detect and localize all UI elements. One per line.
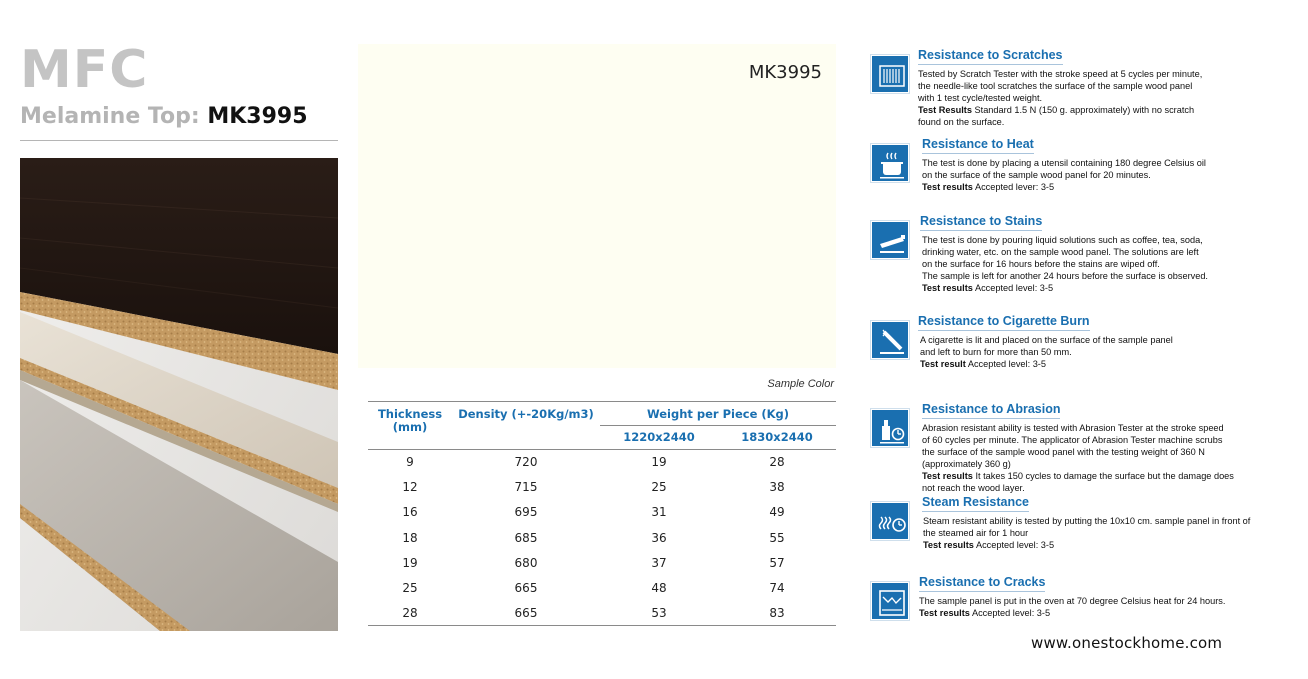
description-line: on the surface for 16 hours before the stains are wiped off. — [922, 259, 1160, 269]
table-cell: 18 — [402, 530, 418, 545]
table-row — [368, 550, 836, 575]
sample-color-caption: Sample Color — [767, 378, 834, 390]
test-result — [919, 607, 1259, 619]
table-cell: 19 — [402, 555, 418, 570]
test-title: Resistance to Scratches — [918, 48, 1063, 65]
col-thickness-header: Thickness (mm) — [368, 402, 452, 450]
table-row — [368, 500, 836, 525]
table-cell: 28 — [769, 455, 785, 470]
table-cell: 12 — [402, 480, 418, 495]
table-cell: 37 — [651, 555, 667, 570]
table-cell: 49 — [769, 505, 785, 520]
test-result — [920, 358, 1260, 370]
table-cell: 25 — [402, 581, 418, 596]
result-label: Test results — [922, 471, 973, 481]
result-extra: found on the surface. — [918, 117, 1005, 127]
col-density-header: Density (+-20Kg/m3) — [452, 402, 600, 450]
test-title: Resistance to Cigarette Burn — [918, 314, 1090, 331]
subtitle-label: Melamine Top: — [20, 104, 200, 129]
test-title: Resistance to Abrasion — [922, 402, 1060, 419]
test-title: Resistance to Cracks — [919, 575, 1045, 592]
test-description — [922, 422, 1262, 494]
table-cell: 57 — [769, 555, 785, 570]
table-cell: 31 — [651, 505, 667, 520]
table-row — [368, 525, 836, 550]
cigarette-icon — [872, 322, 908, 358]
subtitle-code: MK3995 — [207, 104, 308, 129]
test-description — [923, 515, 1263, 551]
test-title: Steam Resistance — [922, 495, 1029, 512]
test-result — [922, 282, 1262, 294]
table-cell: 55 — [769, 530, 785, 545]
brand-header — [20, 40, 340, 141]
description-line: The sample panel is put in the oven at 70 degree Celsius heat for 24 hours. — [919, 596, 1226, 606]
description-line: Steam resistant ability is tested by putting the 10x10 cm. sample panel in front of — [923, 516, 1251, 526]
spec-table — [368, 401, 836, 626]
result-text: Standard 1.5 N (150 g. approximately) with no scratch — [974, 105, 1195, 115]
description-line: The test is done by pouring liquid solutions such as coffee, tea, soda, — [922, 235, 1203, 245]
table-row — [368, 475, 836, 500]
swatch-code: MK3995 — [748, 62, 822, 83]
description-line: Abrasion resistant ability is tested with Abrasion Tester at the stroke speed — [922, 423, 1224, 433]
test-description — [919, 595, 1259, 619]
hot-pot-icon — [872, 145, 908, 181]
oven-crack-icon — [872, 583, 908, 619]
description-line: with 1 test cycle/tested weight. — [918, 93, 1043, 103]
result-text: Accepted level: 3-5 — [975, 540, 1055, 550]
table-cell: 36 — [651, 530, 667, 545]
table-cell: 715 — [514, 480, 538, 495]
scratch-tester-icon — [872, 56, 908, 92]
stain-tube-icon — [872, 222, 908, 258]
result-text: It takes 150 cycles to damage the surface but the damage does — [975, 471, 1234, 481]
test-result — [922, 470, 1262, 482]
abrasion-tester-icon — [872, 410, 908, 446]
description-line: the needle-like tool scratches the surface of the sample wood panel — [918, 81, 1193, 91]
col-weight-1220-header: 1220x2440 — [600, 426, 718, 450]
col-weight-1830-header: 1830x2440 — [718, 426, 836, 450]
header-divider — [20, 140, 338, 141]
table-cell: 25 — [651, 480, 667, 495]
table-cell: 665 — [452, 601, 600, 626]
table-row — [368, 575, 836, 600]
result-label: Test results — [919, 608, 970, 618]
test-result — [918, 104, 1258, 116]
test-title: Resistance to Heat — [922, 137, 1034, 154]
result-text: Accepted lever: 3-5 — [974, 182, 1055, 192]
description-line: on the surface of the sample wood panel for 20 minutes. — [922, 170, 1151, 180]
table-cell: 19 — [651, 455, 667, 470]
result-label: Test results — [922, 283, 973, 293]
result-text: Accepted level: 3-5 — [974, 283, 1054, 293]
table-cell: 53 — [600, 601, 718, 626]
table-row — [368, 450, 836, 475]
table-cell: 680 — [514, 555, 538, 570]
table-cell: 9 — [406, 455, 414, 470]
table-cell: 28 — [368, 601, 452, 626]
steam-timer-icon — [872, 503, 908, 539]
brand-subtitle — [20, 100, 340, 134]
description-line: the surface of the sample wood panel with the testing weight of 360 N — [922, 447, 1205, 457]
table-cell: 74 — [769, 581, 785, 596]
table-cell: 16 — [402, 505, 418, 520]
table-cell: 695 — [514, 505, 538, 520]
test-result — [923, 539, 1263, 551]
table-cell: 665 — [514, 581, 538, 596]
table-cell: 83 — [718, 601, 836, 626]
result-label: Test Results — [918, 105, 972, 115]
result-text: Accepted level: 3-5 — [967, 359, 1046, 369]
col-weight-header: Weight per Piece (Kg) — [600, 402, 836, 426]
test-description — [918, 68, 1258, 128]
table-cell: 685 — [514, 530, 538, 545]
description-line: The sample is left for another 24 hours before the surface is observed. — [922, 271, 1208, 281]
test-description — [920, 334, 1260, 370]
description-line: (approximately 360 g) — [922, 459, 1011, 469]
result-extra: not reach the wood layer. — [922, 483, 1025, 493]
test-result — [922, 181, 1262, 193]
description-line: the steamed air for 1 hour — [923, 528, 1029, 538]
result-text: Accepted level: 3-5 — [971, 608, 1051, 618]
description-line: drinking water, etc. on the sample wood panel. The solutions are left — [922, 247, 1199, 257]
website-url[interactable]: www.onestockhome.com — [1031, 634, 1223, 652]
description-line: Tested by Scratch Tester with the stroke speed at 5 cycles per minute, — [918, 69, 1203, 79]
description-line: The test is done by placing a utensil containing 180 degree Celsius oil — [922, 158, 1206, 168]
description-line: and left to burn for more than 50 mm. — [920, 347, 1072, 357]
result-label: Test result — [920, 359, 966, 369]
brand-title: MFC — [20, 40, 149, 100]
result-label: Test results — [922, 182, 973, 192]
test-description — [922, 157, 1262, 193]
description-line: A cigarette is lit and placed on the surface of the sample panel — [920, 335, 1173, 345]
table-cell: 720 — [514, 455, 538, 470]
result-label: Test results — [923, 540, 974, 550]
description-line: of 60 cycles per minute. The applicator of Abrasion Tester machine scrubs — [922, 435, 1223, 445]
table-cell: 48 — [651, 581, 667, 596]
product-photo — [20, 158, 338, 631]
color-swatch — [358, 44, 836, 368]
test-description — [922, 234, 1262, 294]
table-cell: 38 — [769, 480, 785, 495]
table-row — [368, 601, 836, 626]
test-title: Resistance to Stains — [920, 214, 1042, 231]
